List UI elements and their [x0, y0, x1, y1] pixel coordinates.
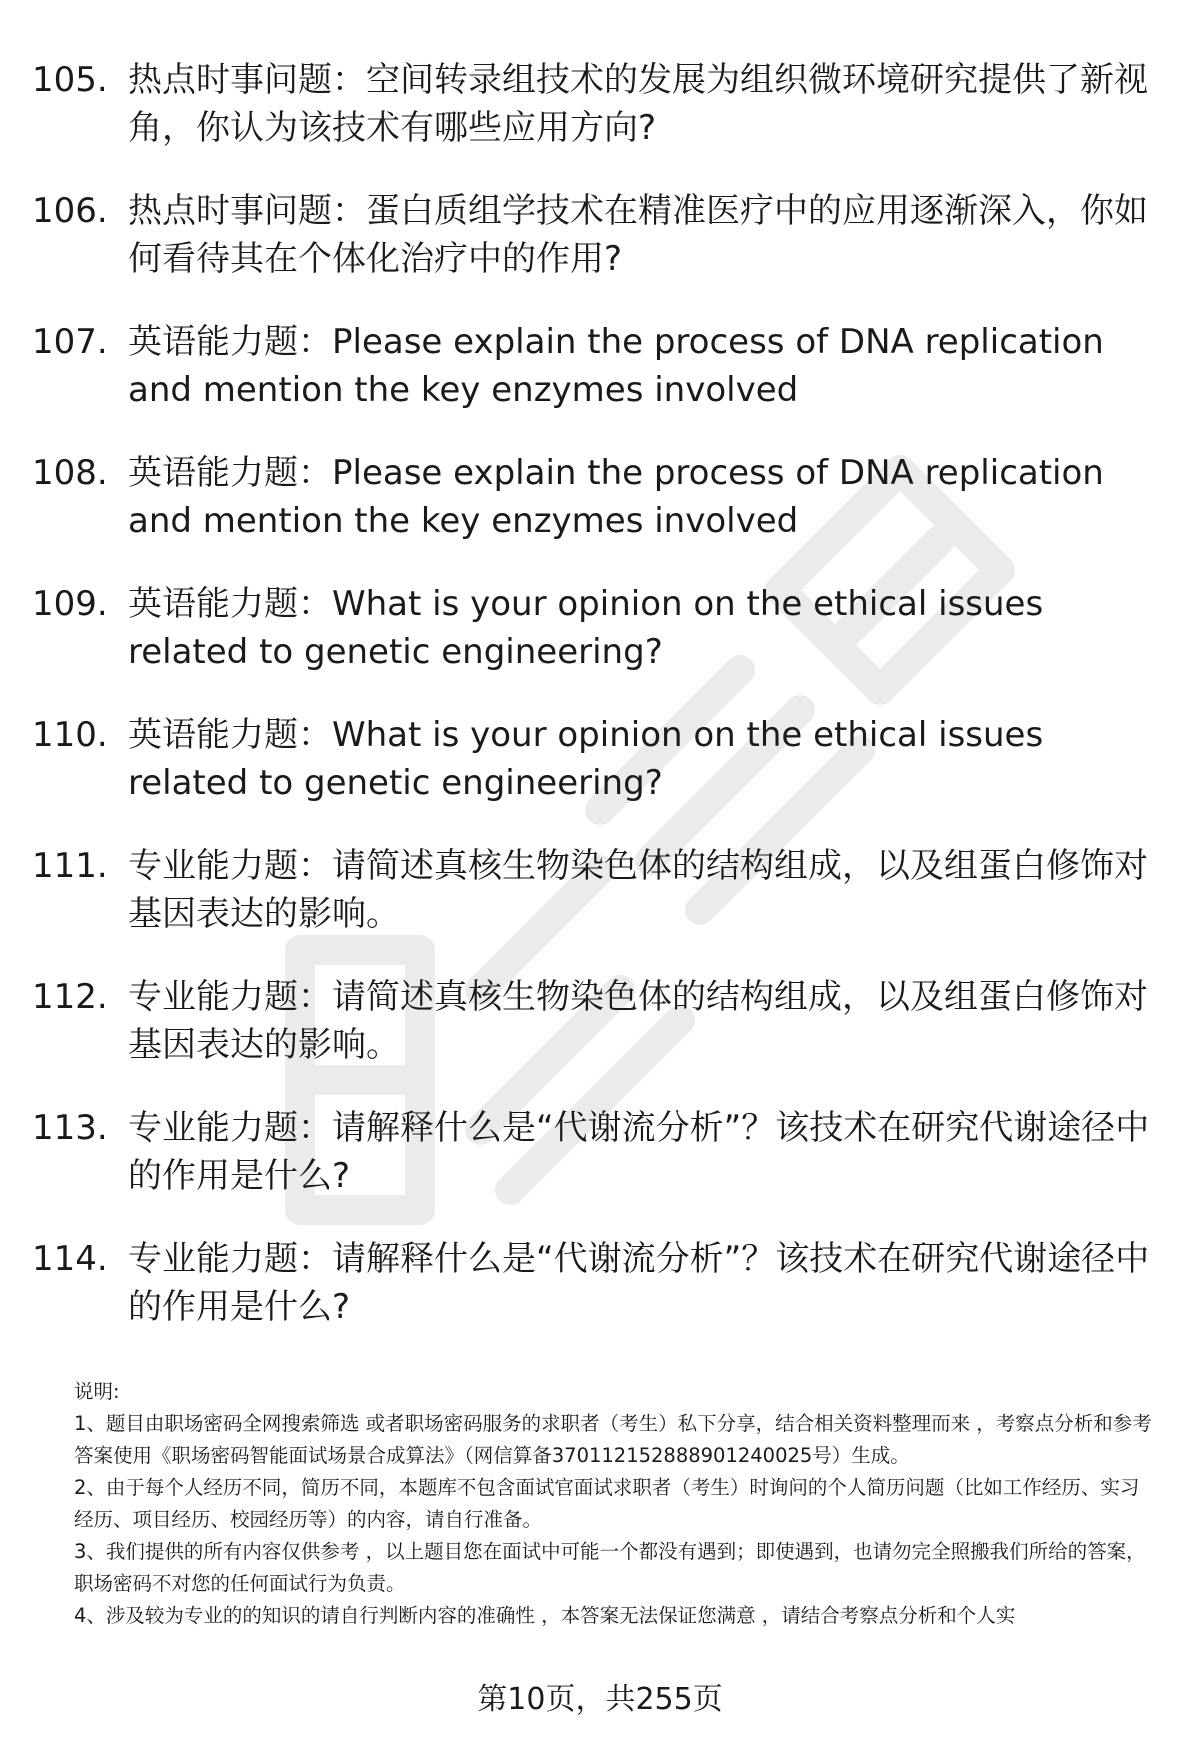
- question-number: 105.: [32, 60, 108, 100]
- question-number: 108.: [32, 453, 108, 493]
- note-item: 3、我们提供的所有内容仅供参考 ，以上题目您在面试中可能一个都没有遇到；即使遇到，也请勿完全照搬我们所给的答案，职场密码不对您的任何面试行为负责。: [74, 1540, 1146, 1595]
- question-text: 专业能力题：请解释什么是“代谢流分析”？该技术在研究代谢途径中的作用是什么?: [128, 1108, 1150, 1196]
- question-text: 专业能力题：请解释什么是“代谢流分析”？该技术在研究代谢途径中的作用是什么?: [128, 1239, 1150, 1327]
- page-number-footer: 第10页，共255页: [477, 1682, 723, 1717]
- question-list: [32, 56, 1152, 1366]
- question-number: 112.: [32, 977, 108, 1017]
- question-item: [32, 1235, 1152, 1366]
- question-number: 107.: [32, 322, 108, 362]
- question-item: [32, 711, 1152, 842]
- notes-section: [74, 1376, 1154, 1632]
- question-item: [32, 1104, 1152, 1235]
- question-number: 113.: [32, 1108, 108, 1148]
- question-number: 109.: [32, 584, 108, 624]
- question-text: 热点时事问题：空间转录组技术的发展为组织微环境研究提供了新视角，你认为该技术有哪些应用方向?: [128, 60, 1148, 148]
- question-item: [32, 449, 1152, 580]
- question-item: [32, 973, 1152, 1104]
- note-item: 2、由于每个人经历不同，简历不同，本题库不包含面试官面试求职者（考生）时询问的个人简历问题（比如工作经历、实习经历、项目经历、校园经历等）的内容，请自行准备。: [74, 1476, 1140, 1531]
- note-item: 4、涉及较为专业的的知识的请自行判断内容的准确性 ，本答案无法保证您满意 ，请结合考察点分析和个人实: [74, 1604, 1016, 1627]
- question-text: 英语能力题：What is your opinion on the ethical issues related to genetic engineering?: [128, 584, 1044, 672]
- question-item: [32, 580, 1152, 711]
- note-item: 1、题目由职场密码全网搜索筛选 或者职场密码服务的求职者（考生）私下分享，结合相关资料整理而来 ，考察点分析和参考答案使用《职场密码智能面试场景合成算法》（网信算备370112152888901240025号）生成。: [74, 1412, 1152, 1467]
- question-number: 106.: [32, 191, 108, 231]
- question-text: 英语能力题：Please explain the process of DNA replication and mention the key enzymes involved: [128, 322, 1104, 410]
- question-item: [32, 56, 1152, 187]
- question-text: 专业能力题：请简述真核生物染色体的结构组成，以及组蛋白修饰对基因表达的影响。: [128, 977, 1148, 1065]
- question-item: [32, 187, 1152, 318]
- question-item: [32, 842, 1152, 973]
- question-number: 114.: [32, 1239, 108, 1279]
- question-text: 英语能力题：What is your opinion on the ethical issues related to genetic engineering?: [128, 715, 1044, 803]
- question-text: 英语能力题：Please explain the process of DNA replication and mention the key enzymes involved: [128, 453, 1104, 541]
- question-text: 专业能力题：请简述真核生物染色体的结构组成，以及组蛋白修饰对基因表达的影响。: [128, 846, 1148, 934]
- notes-heading: 说明:: [74, 1380, 120, 1403]
- question-number: 110.: [32, 715, 108, 755]
- question-text: 热点时事问题：蛋白质组学技术在精准医疗中的应用逐渐深入，你如何看待其在个体化治疗中的作用?: [128, 191, 1148, 279]
- question-number: 111.: [32, 846, 108, 886]
- question-item: [32, 318, 1152, 449]
